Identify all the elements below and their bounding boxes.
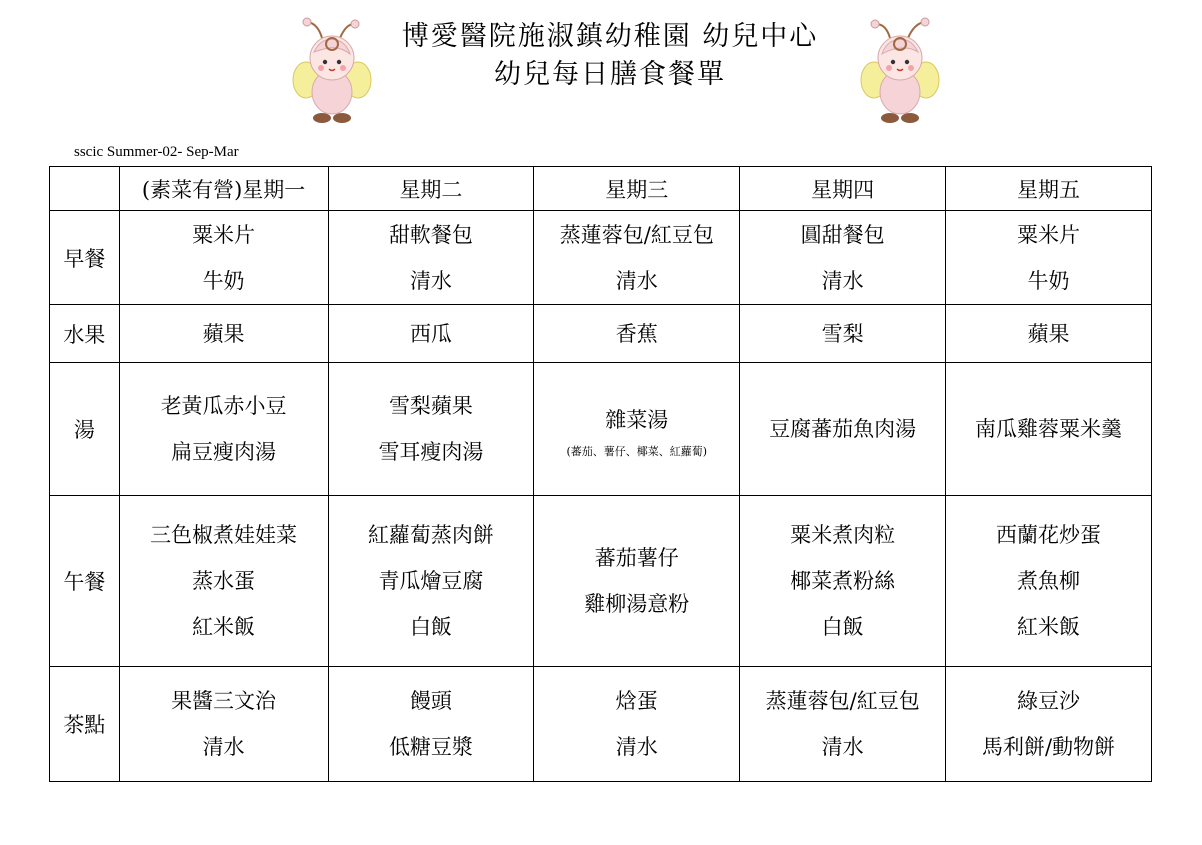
dish-text: 果醬三文治: [171, 689, 277, 713]
dish-text: 清水: [615, 735, 658, 759]
meal-label: 湯: [50, 363, 120, 496]
dish-text: 雜菜湯: [605, 408, 669, 432]
menu-cell: [328, 667, 534, 782]
menu-cell: [328, 305, 534, 363]
dish-text: 蒸蓮蓉包/紅豆包: [559, 222, 714, 247]
dish-text: 圓甜餐包: [800, 222, 885, 247]
dish-text: 紅蘿蔔蒸肉餅: [367, 523, 494, 547]
menu-cell: [740, 305, 946, 363]
table-row: [50, 496, 1152, 667]
dish-text: 甜軟餐包: [388, 222, 473, 247]
menu-table: [49, 166, 1152, 782]
menu-cell: [328, 496, 534, 667]
dish-text: 雪耳瘦肉湯: [378, 440, 484, 464]
menu-code-label: sscic Summer-02- Sep-Mar: [74, 144, 239, 160]
table-row: [50, 667, 1152, 782]
dish-text: 牛奶: [202, 268, 245, 293]
page-subtitle: 幼兒每日膳食餐單: [494, 59, 726, 90]
dish-text: 煮魚柳: [1017, 569, 1081, 593]
menu-cell: [534, 667, 740, 782]
dish-text: 西蘭花炒蛋: [996, 523, 1102, 547]
dish-text: 西瓜: [409, 321, 452, 346]
meal-label: 茶點: [50, 667, 120, 782]
dish-text: 清水: [821, 268, 864, 293]
dish-text: 蒸水蛋: [192, 569, 256, 593]
dish-text: 蘋果: [1027, 321, 1070, 346]
dish-text: 三色椒煮娃娃菜: [150, 523, 298, 547]
dish-text: 雞柳湯意粉: [584, 592, 690, 616]
dish-text: 焓蛋: [615, 689, 658, 713]
menu-cell: [946, 363, 1152, 496]
dish-text: 馬利餅/動物餅: [982, 735, 1116, 759]
dish-text: 清水: [409, 268, 452, 293]
table-row: [50, 305, 1152, 363]
menu-cell: [946, 211, 1152, 305]
dish-text: 饅頭: [409, 689, 452, 713]
dish-text: 蘋果: [202, 321, 245, 346]
dish-text: 粟米煮肉粒: [790, 523, 896, 547]
menu-cell: [740, 667, 946, 782]
day-header: 星期四: [740, 167, 946, 211]
menu-cell: [119, 496, 328, 667]
menu-cell: [328, 363, 534, 496]
menu-cell: [119, 363, 328, 496]
bee-mascot-icon: [860, 16, 940, 128]
menu-cell: [946, 305, 1152, 363]
menu-cell: [946, 667, 1152, 782]
dish-text: 清水: [821, 735, 864, 759]
dish-text: 清水: [615, 268, 658, 293]
menu-cell: [328, 211, 534, 305]
dish-note: (蕃茄、薯仔、椰菜、紅蘿蔔): [566, 445, 708, 458]
dish-text: 紅米飯: [192, 615, 256, 639]
dish-text: 扁豆瘦肉湯: [171, 440, 277, 464]
dish-text: 粟米片: [192, 222, 256, 247]
dish-text: 綠豆沙: [1017, 689, 1081, 713]
menu-cell: [534, 211, 740, 305]
dish-text: 白飯: [821, 615, 864, 639]
menu-cell: [946, 496, 1152, 667]
menu-cell: [119, 211, 328, 305]
dish-text: 蕃茄薯仔: [594, 546, 679, 570]
table-row: [50, 211, 1152, 305]
dish-text: 粟米片: [1017, 222, 1081, 247]
day-header: 星期五: [946, 167, 1152, 211]
menu-cell: [740, 496, 946, 667]
table-row: [50, 363, 1152, 496]
dish-text: 白飯: [409, 615, 452, 639]
dish-text: 椰菜煮粉絲: [790, 569, 896, 593]
dish-text: 雪梨蘋果: [388, 394, 473, 418]
dish-text: 青瓜燴豆腐: [378, 569, 484, 593]
dish-text: 牛奶: [1027, 268, 1070, 293]
menu-cell: [740, 363, 946, 496]
menu-cell: [119, 667, 328, 782]
menu-cell: [119, 305, 328, 363]
table-header-row: [50, 167, 1152, 211]
dish-text: 雪梨: [821, 321, 864, 346]
dish-text: 老黃瓜赤小豆: [160, 394, 287, 418]
meal-label: 水果: [50, 305, 120, 363]
corner-cell: [50, 167, 120, 211]
dish-text: 豆腐蕃茄魚肉湯: [769, 417, 917, 441]
dish-text: 清水: [202, 735, 245, 759]
meal-label: 午餐: [50, 496, 120, 667]
dish-text: 紅米飯: [1017, 615, 1081, 639]
dish-text: 南瓜雞蓉粟米羹: [975, 417, 1123, 441]
day-header: 星期三: [534, 167, 740, 211]
menu-cell: [534, 363, 740, 496]
page-title: 博愛醫院施淑鎮幼稚園 幼兒中心: [401, 21, 819, 52]
day-header: (素菜有營)星期一: [119, 167, 328, 211]
meal-label: 早餐: [50, 211, 120, 305]
menu-cell: [740, 211, 946, 305]
menu-cell: [534, 305, 740, 363]
dish-text: 蒸蓮蓉包/紅豆包: [765, 689, 920, 713]
day-header: 星期二: [328, 167, 534, 211]
dish-text: 香蕉: [615, 321, 658, 346]
dish-text: 低糖豆漿: [388, 735, 473, 759]
menu-cell: [534, 496, 740, 667]
